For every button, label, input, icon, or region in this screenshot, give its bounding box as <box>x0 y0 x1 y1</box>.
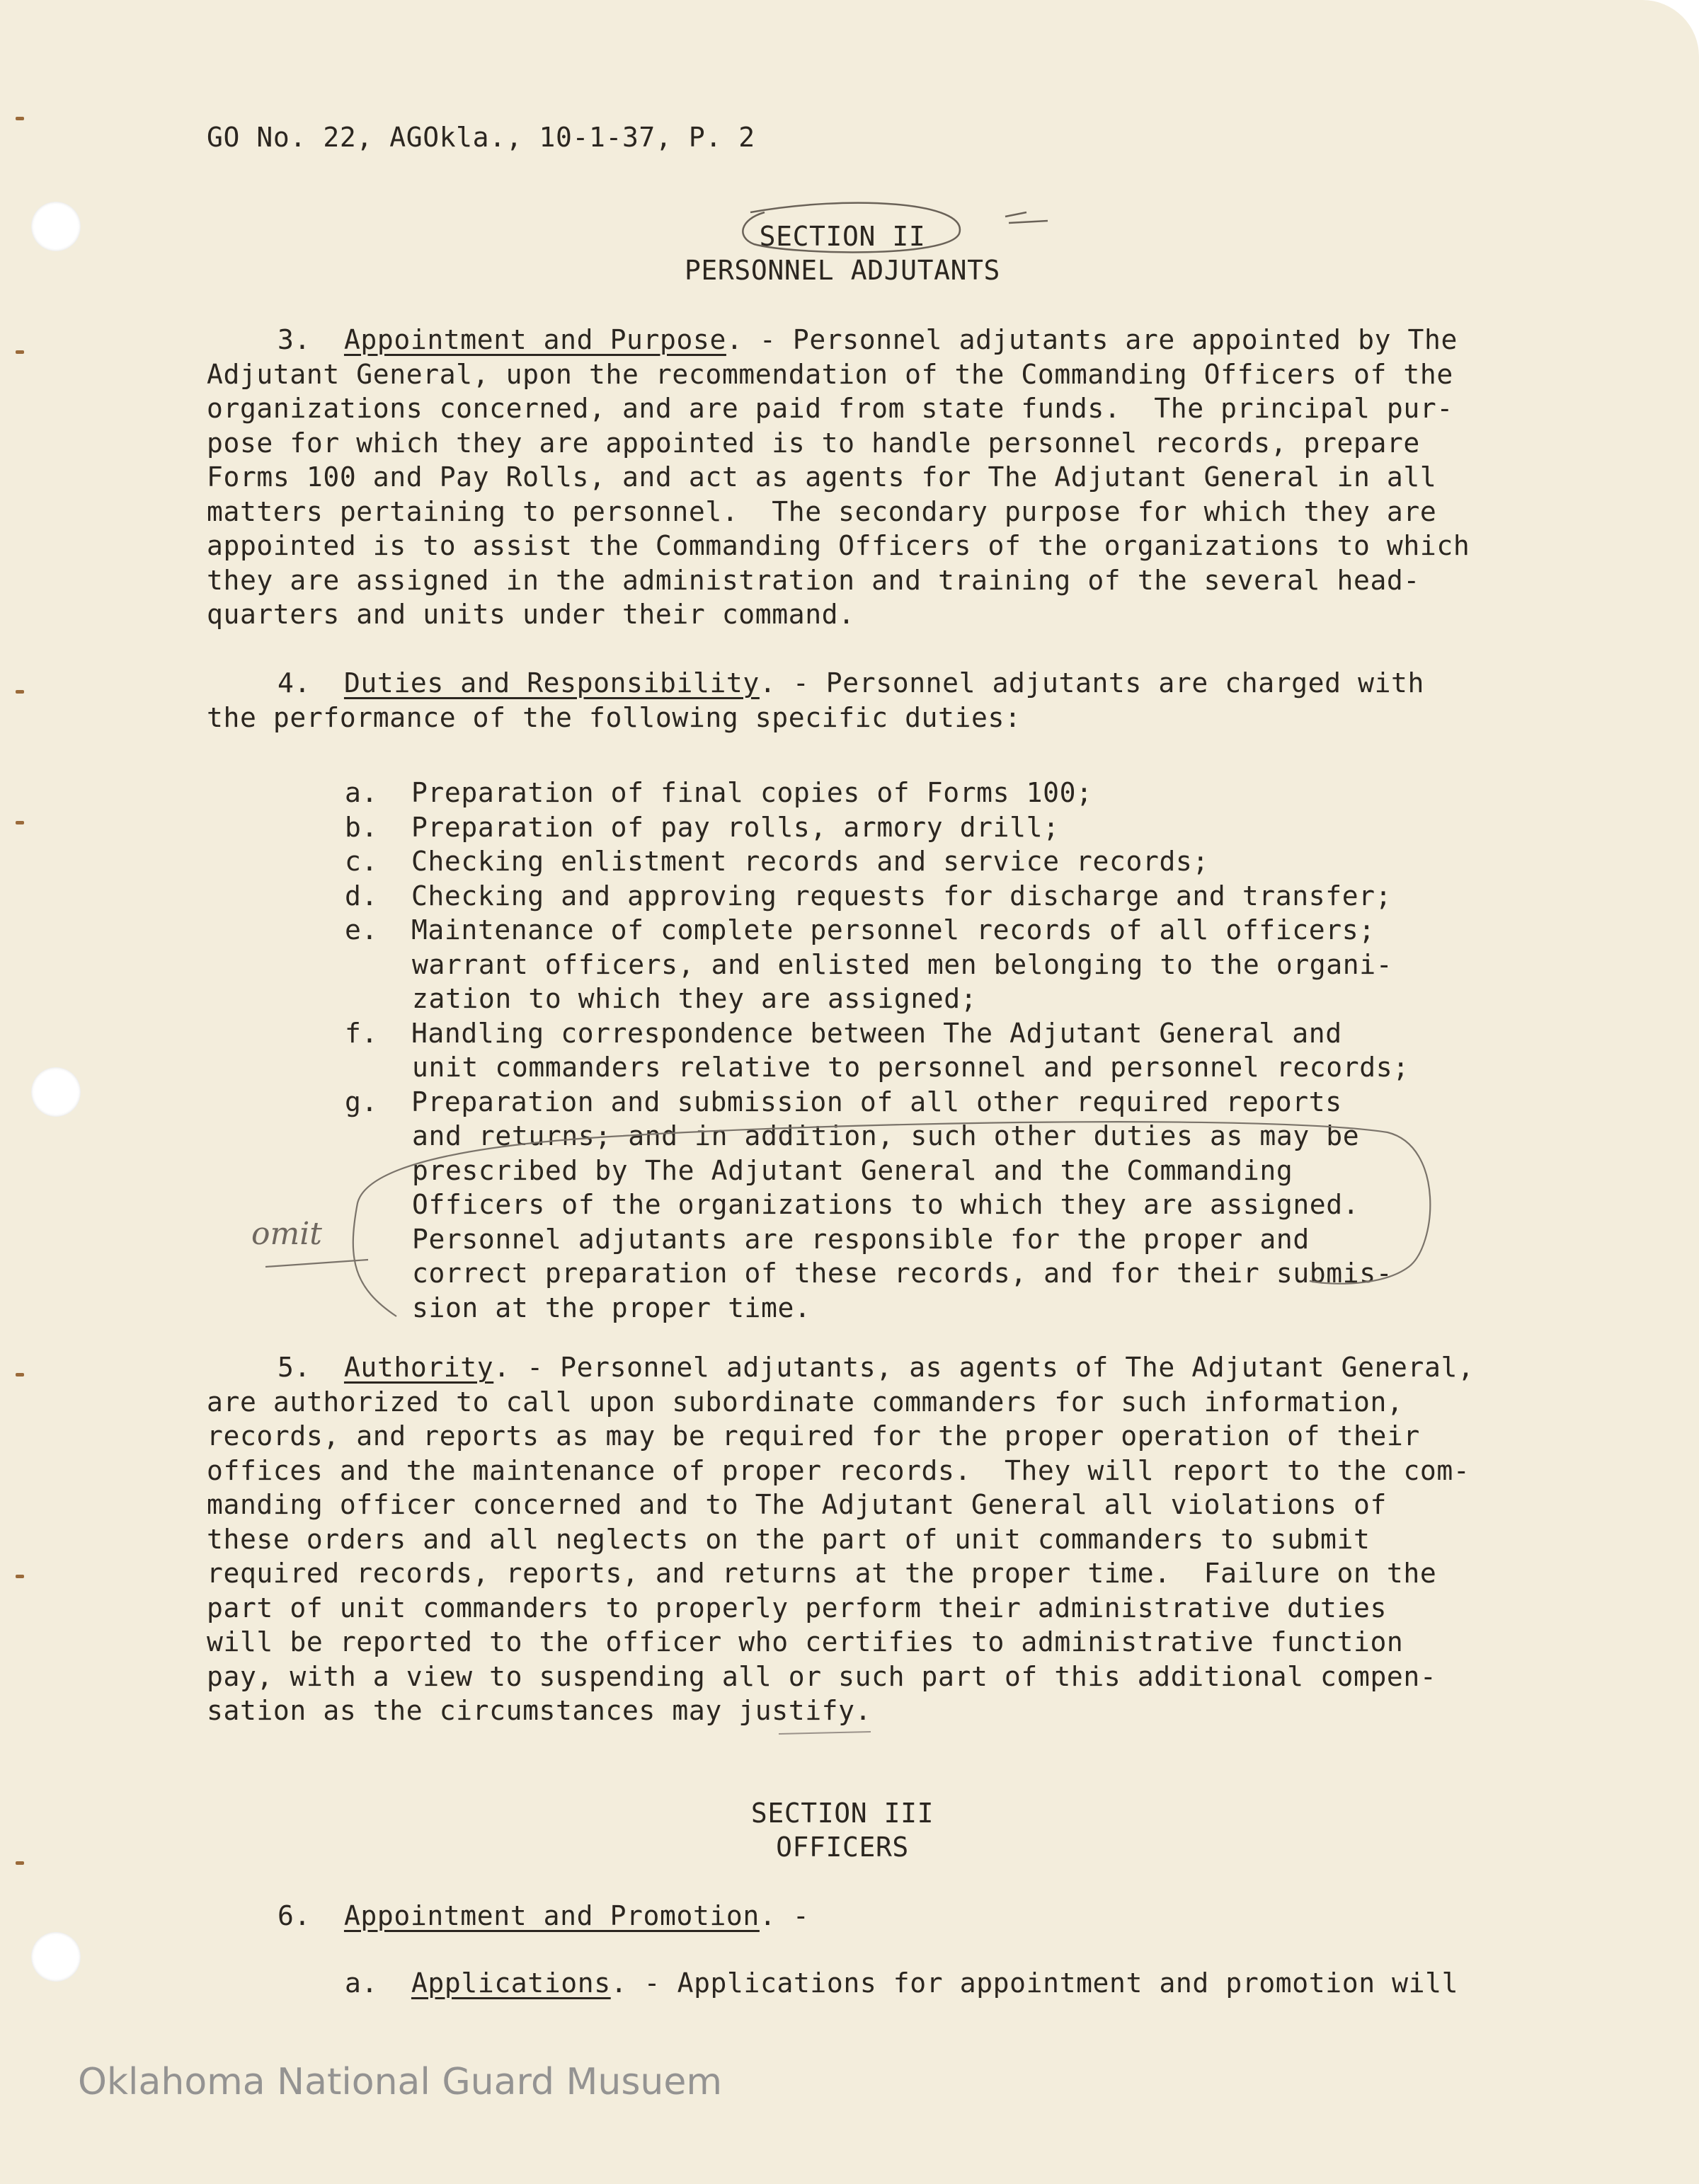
paragraph-first-line: . - Personnel adjutants are charged with <box>759 667 1425 699</box>
list-item-continuation: Personnel adjutants are responsible for the proper and <box>412 1223 1310 1255</box>
item-text: Maintenance of complete personnel records of all officers; <box>411 914 1375 946</box>
list-item-continuation: and returns; and in addition, such other duties as may be <box>412 1120 1360 1151</box>
item-letter: b. <box>345 811 378 843</box>
item-letter: f. <box>345 1017 378 1049</box>
paragraph-first-line: . - Personnel adjutants are appointed by The <box>726 324 1458 355</box>
item-text: Handling correspondence between The Adjutant General and <box>411 1017 1342 1049</box>
museum-watermark: Oklahoma National Guard Musuem <box>78 2061 723 2103</box>
paragraph-title: Duties and Responsibility <box>343 667 760 699</box>
paragraph-line: appointed is to assist the Commanding Officers of the organizations to which <box>207 530 1470 561</box>
item-letter: c. <box>345 846 378 877</box>
paragraph-number: 6. <box>278 1900 311 1931</box>
pencil-bracket-mark <box>353 1122 1431 1316</box>
document-header: GO No. 22, AGOkla., 10-1-37, P. 2 <box>207 122 755 153</box>
paragraph-line: required records, reports, and returns at the proper time. Failure on the <box>207 1558 1437 1589</box>
paragraph-line: matters pertaining to personnel. The secondary purpose for which they are <box>207 495 1437 527</box>
paragraph-line: are authorized to call upon subordinate commanders for such information, <box>207 1386 1404 1418</box>
paragraph-line: quarters and units under their command. <box>207 599 855 630</box>
paragraph-first-line: . - Personnel adjutants, as agents of The Adjutant General, <box>493 1352 1475 1383</box>
section-heading: SECTION II <box>759 221 926 252</box>
paragraph-line: pay, with a view to suspending all or such part of this additional compen- <box>207 1660 1437 1692</box>
subparagraph-text: . - Applications for appointment and promotion will <box>610 1967 1459 1999</box>
section-title: OFFICERS <box>776 1832 909 1863</box>
pencil-line-mark <box>265 1260 368 1267</box>
paragraph-line: these orders and all neglects on the part of unit commanders to submit <box>207 1523 1371 1555</box>
paragraph-line: organizations concerned, and are paid from state funds. The principal pur- <box>207 393 1453 424</box>
paragraph-line: they are assigned in the administration and training of the several head- <box>207 564 1420 596</box>
paragraph-number: 4. <box>278 667 311 699</box>
list-item-continuation: Officers of the organizations to which they are assigned. <box>412 1189 1360 1220</box>
paragraph-line: Forms 100 and Pay Rolls, and act as agents for The Adjutant General in all <box>207 461 1437 493</box>
item-letter: e. <box>345 914 378 946</box>
paragraph-number: 5. <box>278 1352 311 1383</box>
list-item-continuation: prescribed by The Adjutant General and the Commanding <box>412 1154 1293 1186</box>
paragraph-line: pose for which they are appointed is to handle personnel records, prepare <box>207 427 1420 459</box>
paragraph-line: Adjutant General, upon the recommendation of the Commanding Officers of the <box>207 358 1453 390</box>
list-item-continuation: correct preparation of these records, and for their submis- <box>412 1258 1393 1289</box>
paragraph-title: Appointment and Purpose <box>343 324 726 355</box>
paragraph-line: offices and the maintenance of proper records. They will report to the com- <box>207 1454 1470 1486</box>
paragraph-line: records, and reports as may be required for the proper operation of their <box>207 1420 1420 1452</box>
item-text: Checking enlistment records and service records; <box>411 846 1209 877</box>
subparagraph-title: Applications <box>411 1967 611 1999</box>
section-heading: SECTION III <box>750 1798 934 1829</box>
paragraph-title-suffix: . - <box>759 1900 810 1931</box>
pencil-dash-mark <box>1005 212 1048 223</box>
list-item-continuation: zation to which they are assigned; <box>412 983 978 1014</box>
paragraph-title: Authority <box>343 1352 494 1383</box>
item-letter: a. <box>345 1967 378 1999</box>
item-text: Preparation of final copies of Forms 100; <box>411 777 1093 808</box>
paragraph-line: part of unit commanders to properly perform their administrative duties <box>207 1592 1387 1623</box>
paragraph-line: manding officer concerned and to The Adjutant General all violations of <box>207 1489 1387 1520</box>
item-letter: g. <box>345 1086 378 1117</box>
list-item-continuation: unit commanders relative to personnel and personnel records; <box>412 1052 1409 1083</box>
item-letter: a. <box>345 777 378 808</box>
list-item-continuation: sion at the proper time. <box>412 1292 811 1323</box>
pencil-circle-mark <box>743 203 960 253</box>
paragraph-line: the performance of the following specific duties: <box>207 701 1022 733</box>
paragraph-number: 3. <box>278 324 311 355</box>
item-letter: d. <box>345 880 378 912</box>
list-item-continuation: warrant officers, and enlisted men belonging to the organi- <box>412 948 1393 980</box>
item-text: Preparation of pay rolls, armory drill; <box>411 811 1060 843</box>
item-text: Preparation and submission of all other required reports <box>411 1086 1342 1117</box>
paragraph-line: will be reported to the officer who certifies to administrative function <box>207 1626 1404 1657</box>
section-title: PERSONNEL ADJUTANTS <box>684 255 1001 286</box>
pencil-stroke <box>779 1732 871 1734</box>
paragraph-title: Appointment and Promotion <box>343 1900 760 1931</box>
item-text: Checking and approving requests for discharge and transfer; <box>411 880 1392 912</box>
paragraph-line: sation as the circumstances may justify. <box>207 1695 872 1726</box>
margin-note-omit: omit <box>251 1216 322 1252</box>
